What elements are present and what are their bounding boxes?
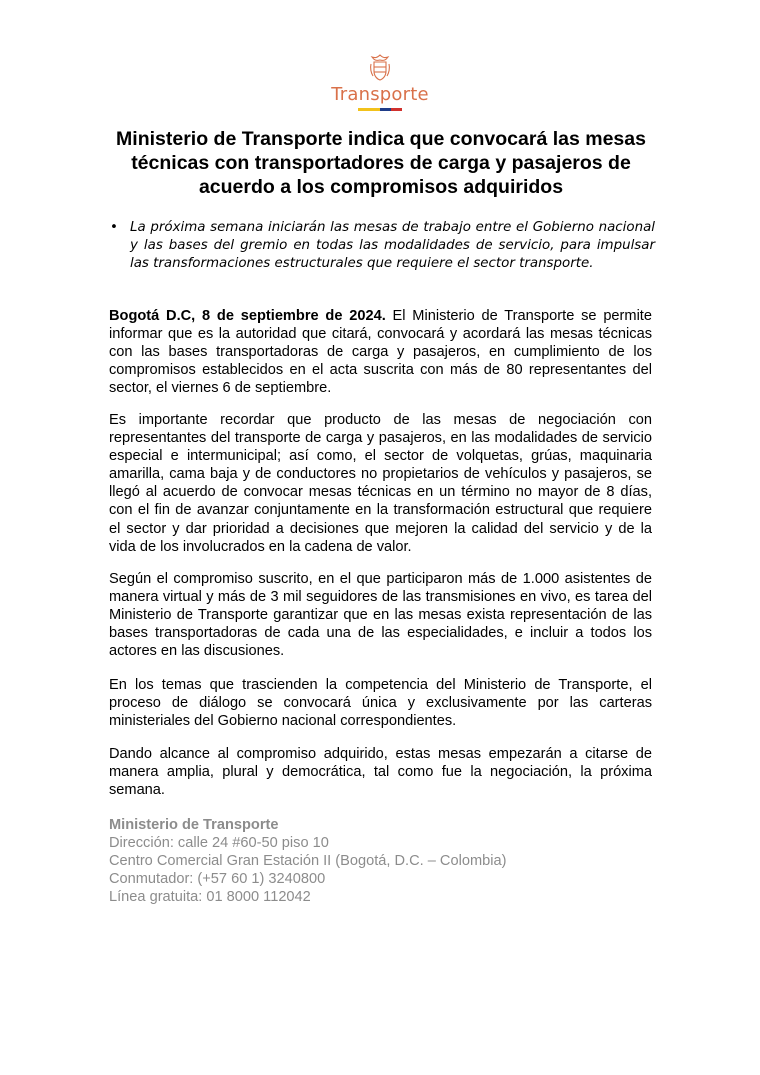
bullet-text: La próxima semana iniciarán las mesas de trabajo entre el Gobierno nacional y las bases del gremio en todas las modalidades de servicio, para impulsar las transformaciones estructurales que requiere el sector transporte. bbox=[130, 220, 655, 271]
footer-switchboard: Conmutador: (+57 60 1) 3240800 bbox=[109, 871, 326, 887]
page-title: Ministerio de Transporte indica que convocará las mesas técnicas con transportadores de carga y pasajeros de acuerdo a los compromisos adquiridos bbox=[116, 128, 646, 198]
footer-org: Ministerio de Transporte bbox=[109, 817, 279, 833]
paragraph-2: Es importante recordar que producto de las mesas de negociación con representantes del transporte de carga y pasajeros, en las modalidades de servicio especial e intermunicipal; así como, el sector de volquetas, grúas, maquinaria amarilla, cama baja y de conductores no propietarios de vehículos y pasajeros, se llegó al acuerdo de convocar mesas técnicas en un término no mayor de 8 días, con el fin de avanzar conjuntamente en la transformación estructural que requiere el sector y dar prioridad a decisiones que mejoren la calidad del servicio y de la vida de los involucrados en la cadena de valor. bbox=[109, 412, 652, 555]
logo-text: Transporte bbox=[331, 84, 429, 105]
flag-stripe bbox=[358, 108, 402, 111]
footer-mall: Centro Comercial Gran Estación II (Bogotá, D.C. – Colombia) bbox=[109, 853, 507, 869]
paragraph-1-body: El Ministerio de Transporte se permite informar que es la autoridad que citará, convocará y acordará las mesas técnicas con las bases transportadoras de carga y pasajeros, en cumplimiento de los compromisos establecidos en el acta suscrita con más de 80 representantes del sector, el viernes 6 de septiembre. bbox=[109, 308, 652, 397]
paragraph-4: En los temas que trascienden la competencia del Ministerio de Transporte, el proceso de diálogo se convocará única y exclusivamente por las carteras ministeriales del Gobierno nacional correspondientes. bbox=[109, 677, 652, 730]
ministry-logo bbox=[0, 52, 760, 111]
dateline: Bogotá D.C, 8 de septiembre de 2024. bbox=[109, 308, 386, 324]
summary-bullet bbox=[110, 219, 655, 273]
footer-address: Dirección: calle 24 #60-50 piso 10 bbox=[109, 835, 329, 851]
paragraph-3: Según el compromiso suscrito, en el que participaron más de 1.000 asistentes de manera virtual y más de 3 mil seguidores de las transmisiones en vivo, es tarea del Ministerio de Transporte garantizar que en las mesas exista representación de las bases transportadoras de cada una de las especialidades, e incluir a todos los actores en las discusiones. bbox=[109, 571, 652, 660]
footer-toll-free: Línea gratuita: 01 8000 112042 bbox=[109, 889, 311, 905]
paragraph-1 bbox=[109, 307, 652, 397]
paragraph-5: Dando alcance al compromiso adquirido, estas mesas empezarán a citarse de manera amplia, plural y democrática, tal como fue la negociación, la próxima semana. bbox=[109, 746, 652, 799]
coat-of-arms-icon bbox=[367, 52, 393, 82]
bullet-dot-icon: • bbox=[110, 220, 118, 235]
contact-footer bbox=[109, 816, 609, 906]
